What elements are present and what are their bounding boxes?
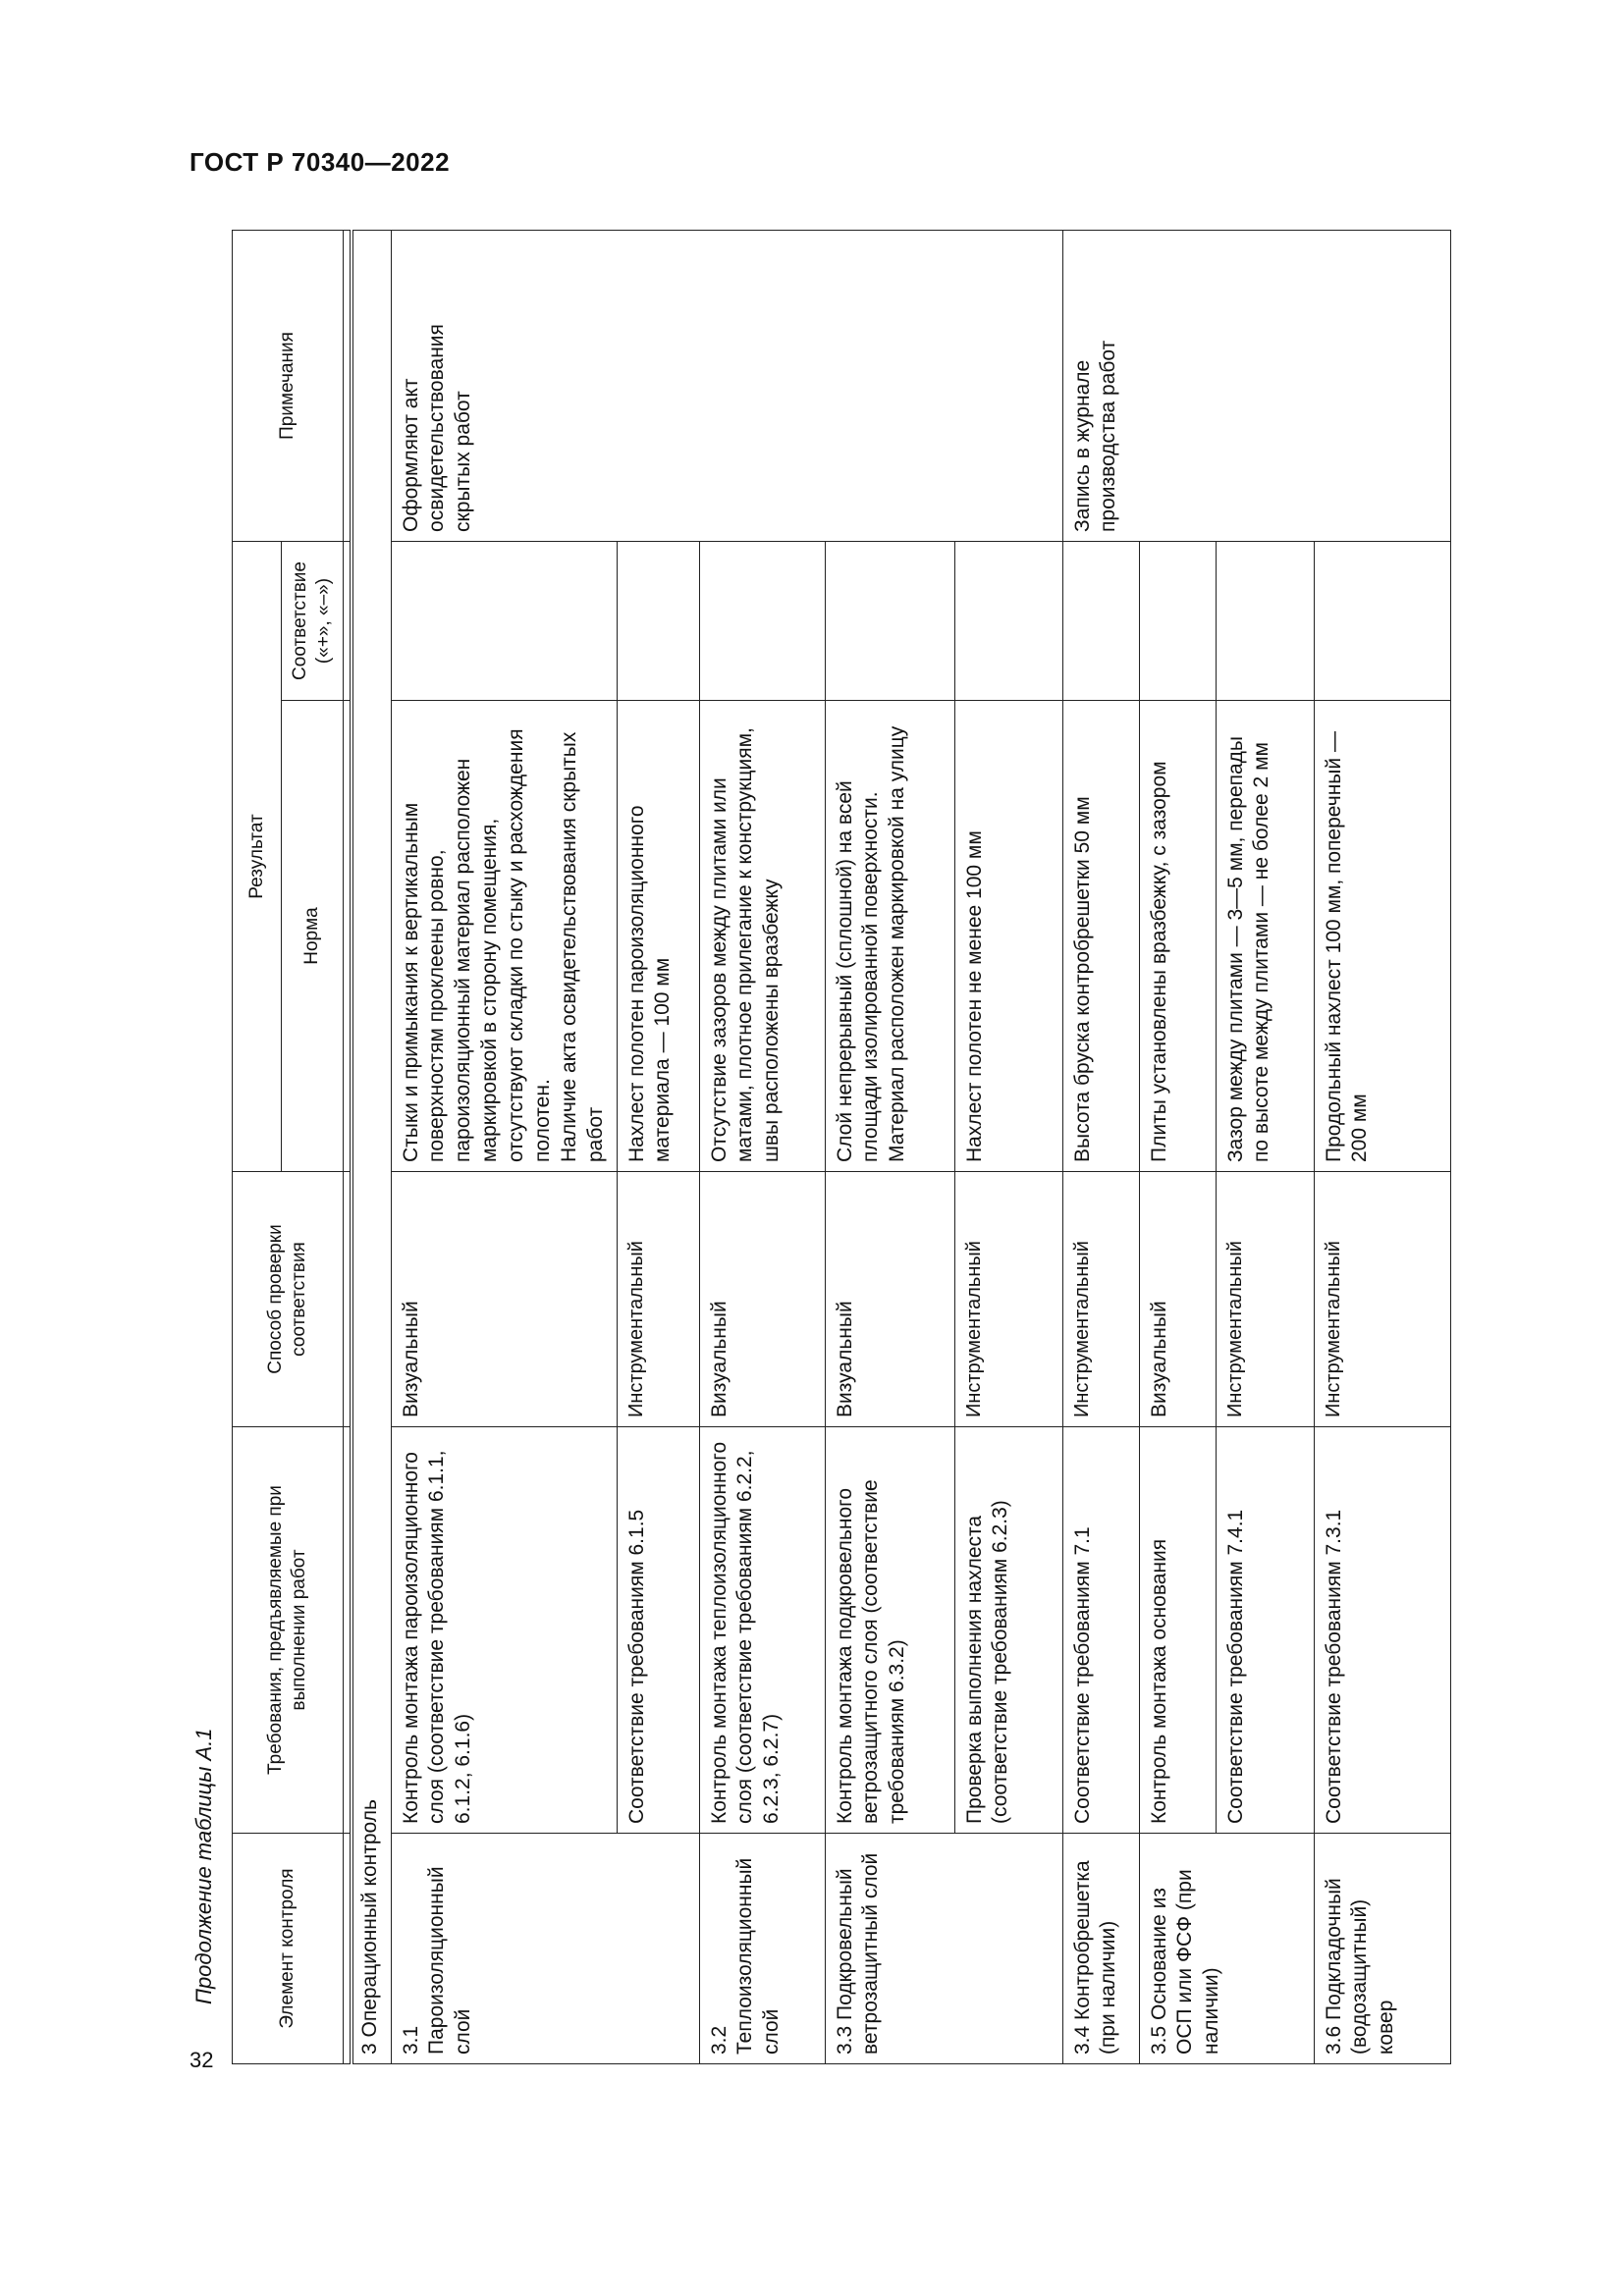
header-norm: Норма — [282, 701, 344, 1172]
document-code: ГОСТ Р 70340—2022 — [189, 147, 451, 177]
table-caption: Продолжение таблицы А.1 — [191, 1728, 216, 2004]
row-requirement: Контроль монтажа теплоизоляционного слоя (соответствие требованиям 6.2.2, 6.2.3, 6.2.7) — [699, 1427, 825, 1834]
control-table — [232, 230, 1451, 2064]
row-method: Визуальный — [825, 1172, 954, 1427]
row-norm: Нахлест полотен не менее 100 мм — [954, 701, 1062, 1172]
header-method: Способ проверки соответствия — [233, 1172, 344, 1427]
row-norm: Слой непрерывный (сплошной) на всей площади изолированной поверхности. Материал расположен маркировкой на улицу — [825, 701, 954, 1172]
row-method: Инструментальный — [1062, 1172, 1139, 1427]
row-compliance — [1062, 541, 1139, 700]
row-method: Инструментальный — [617, 1172, 699, 1427]
row-element: 3.5 Основание из ОСП или ФСФ (при наличии) — [1139, 1834, 1314, 2064]
row-element: 3.1 Пароизоляционный слой — [391, 1834, 699, 2064]
row-requirement: Соответствие требованиям 7.4.1 — [1216, 1427, 1314, 1834]
row-compliance — [1314, 541, 1451, 700]
table-row — [1062, 230, 1139, 2063]
row-element: 3.4 Контробрешетка (при наличии) — [1062, 1834, 1139, 2064]
header-notes: Примечания — [233, 230, 344, 541]
norm-text: Стыки и примыкания к вертикальным поверхностям проклеены ровно, пароизоляционный материал расположен маркировкой в сторону помещения, отсутствуют складки по стыку и расхождения полотен. — [399, 728, 554, 1162]
row-compliance — [617, 541, 699, 700]
header-compliance: Соответствие («+», «–») — [282, 541, 344, 700]
row-norm: Нахлест полотен пароизоляционного материала — 100 мм — [617, 701, 699, 1172]
page-number: 32 — [189, 2048, 214, 2072]
header-row-1 — [233, 230, 282, 2063]
header-result: Результат — [233, 541, 282, 1171]
row-norm: Зазор между плитами — 3—5 мм, перепады по высоте между плитами — не более 2 мм — [1216, 701, 1314, 1172]
row-norm: Продольный нахлест 100 мм, поперечный — 200 мм — [1314, 701, 1451, 1172]
row-norm: Плиты установлены вразбежку, с зазором — [1139, 701, 1216, 1172]
row-requirement: Контроль монтажа пароизоляционного слоя (соответствие требованиям 6.1.1, 6.1.2, 6.1.6) — [391, 1427, 617, 1834]
row-compliance — [825, 541, 954, 700]
table-row — [391, 230, 617, 2063]
row-norm: Отсутствие зазоров между плитами или матами, плотное прилегание к конструкциям, швы расположены вразбежку — [699, 701, 825, 1172]
rotated-table-wrapper — [232, 231, 1451, 2064]
row-method: Инструментальный — [1314, 1172, 1451, 1427]
row-note-act: Оформляют акт освидетельствования скрытых работ — [391, 230, 1062, 541]
row-requirement: Контроль монтажа подкровельного ветрозащитного слоя (соответствие требованиям 6.3.2) — [825, 1427, 954, 1834]
row-requirement: Соответствие требованиям 7.3.1 — [1314, 1427, 1451, 1834]
section-row — [352, 230, 392, 2063]
row-element: 3.2 Теплоизоляционный слой — [699, 1834, 825, 2064]
row-element: 3.3 Подкровельный ветрозащитный слой — [825, 1834, 1062, 2064]
row-compliance — [391, 541, 617, 700]
row-method: Инструментальный — [1216, 1172, 1314, 1427]
row-norm — [391, 701, 617, 1172]
row-method: Визуальный — [699, 1172, 825, 1427]
row-note-journal: Запись в журнале производства работ — [1062, 230, 1451, 541]
header-element: Элемент контроля — [233, 1834, 344, 2064]
row-compliance — [1139, 541, 1216, 700]
row-compliance — [699, 541, 825, 700]
row-norm: Высота бруска контробрешетки 50 мм — [1062, 701, 1139, 1172]
norm-text-act: Наличие акта освидетельствования скрытых работ — [557, 731, 607, 1162]
row-compliance — [954, 541, 1062, 700]
row-requirement: Соответствие требованиям 6.1.5 — [617, 1427, 699, 1834]
row-compliance — [1216, 541, 1314, 700]
row-requirement: Соответствие требованиям 7.1 — [1062, 1427, 1139, 1834]
row-method: Инструментальный — [954, 1172, 1062, 1427]
row-element: 3.6 Подкладочный (водозащитный) ковер — [1314, 1834, 1451, 2064]
header-requirements: Требования, предъявляемые при выполнении работ — [233, 1427, 344, 1834]
row-requirement: Контроль монтажа основания — [1139, 1427, 1216, 1834]
section-title: 3 Операционный контроль — [352, 230, 392, 2063]
row-requirement: Проверка выполнения нахлеста (соответствие требованиям 6.2.3) — [954, 1427, 1062, 1834]
row-method: Визуальный — [1139, 1172, 1216, 1427]
row-method: Визуальный — [391, 1172, 617, 1427]
header-separator — [343, 230, 352, 2063]
